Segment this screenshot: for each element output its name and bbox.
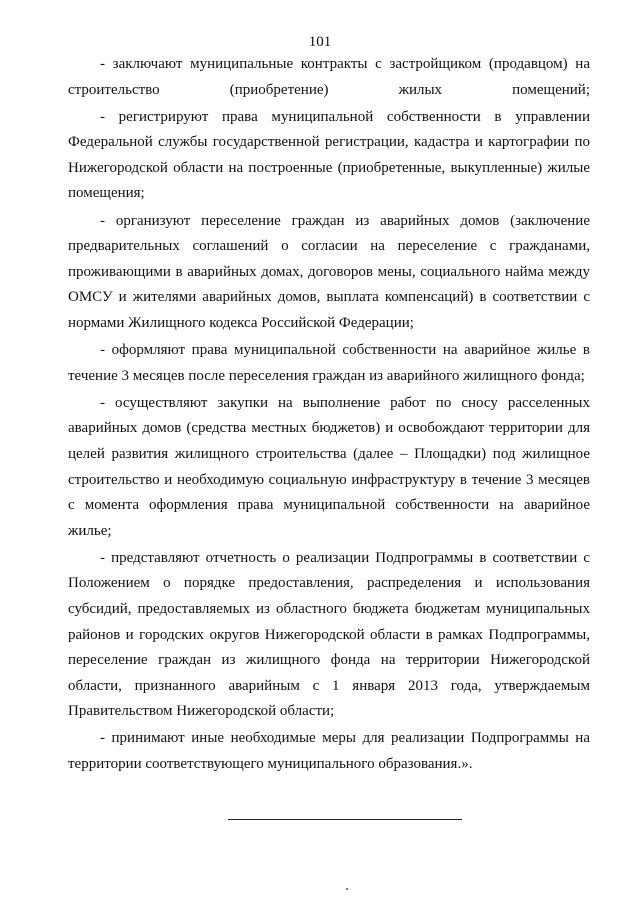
- paragraph-resettlement: - организуют переселение граждан из аварийных домов (заключение предварительных соглашений о согласии на переселение с гражданами, проживающими в аварийных домах, договоров мены, социального найма между ОМСУ и жителями аварийных домов, выплата компенсаций) в соответствии с нормами Жилищного кодекса Российской Федерации;: [68, 212, 590, 331]
- paragraph-demolition: - осуществляют закупки на выполнение работ по сносу расселенных аварийных домов (средства местных бюджетов) и освобождают территории для целей развития жилищного строительства (далее – Площадки) под жилищное строительство и необходимую социальную инфраструктуру в течение 3 месяцев с момента оформления права муниципальной собственности на аварийное жилье;: [68, 394, 590, 539]
- paragraph-property-rights: - оформляют права муниципальной собственности на аварийное жилье в течение 3 месяцев после переселения граждан из аварийного жилищного фонда;: [68, 342, 590, 384]
- paragraph-reporting: - представляют отчетность о реализации Подпрограммы в соответствии с Положением о порядке предоставления, распределения и использования субсидий, предоставляемых из областного бюджета бюджетам муниципальных районов и городских округов Нижегородской области в рамках Подпрограммы, переселение граждан из жилищного фонда на территории Нижегородской области, признанного аварийным с 1 января 2013 года, утверждаемым Правительством Нижегородской области;: [68, 549, 590, 720]
- document-body: [68, 52, 590, 779]
- end-divider-line: [228, 819, 462, 820]
- paragraph-contracts: - заключают муниципальные контракты с застройщиком (продавцом) на строительство (приобретение) жилых помещений;: [68, 56, 590, 98]
- paragraph-other-measures: - принимают иные необходимые меры для реализации Подпрограммы на территории соответствующего муниципального образования.».: [68, 730, 590, 773]
- scan-artifact-dot: [346, 888, 348, 890]
- paragraph-registration: - регистрируют права муниципальной собственности в управлении Федеральной службы государственной регистрации, кадастра и картографии по Нижегородской области на построенные (приобретенные, выкупленные) жилые помещения;: [68, 108, 590, 202]
- page-number: 101: [308, 34, 332, 50]
